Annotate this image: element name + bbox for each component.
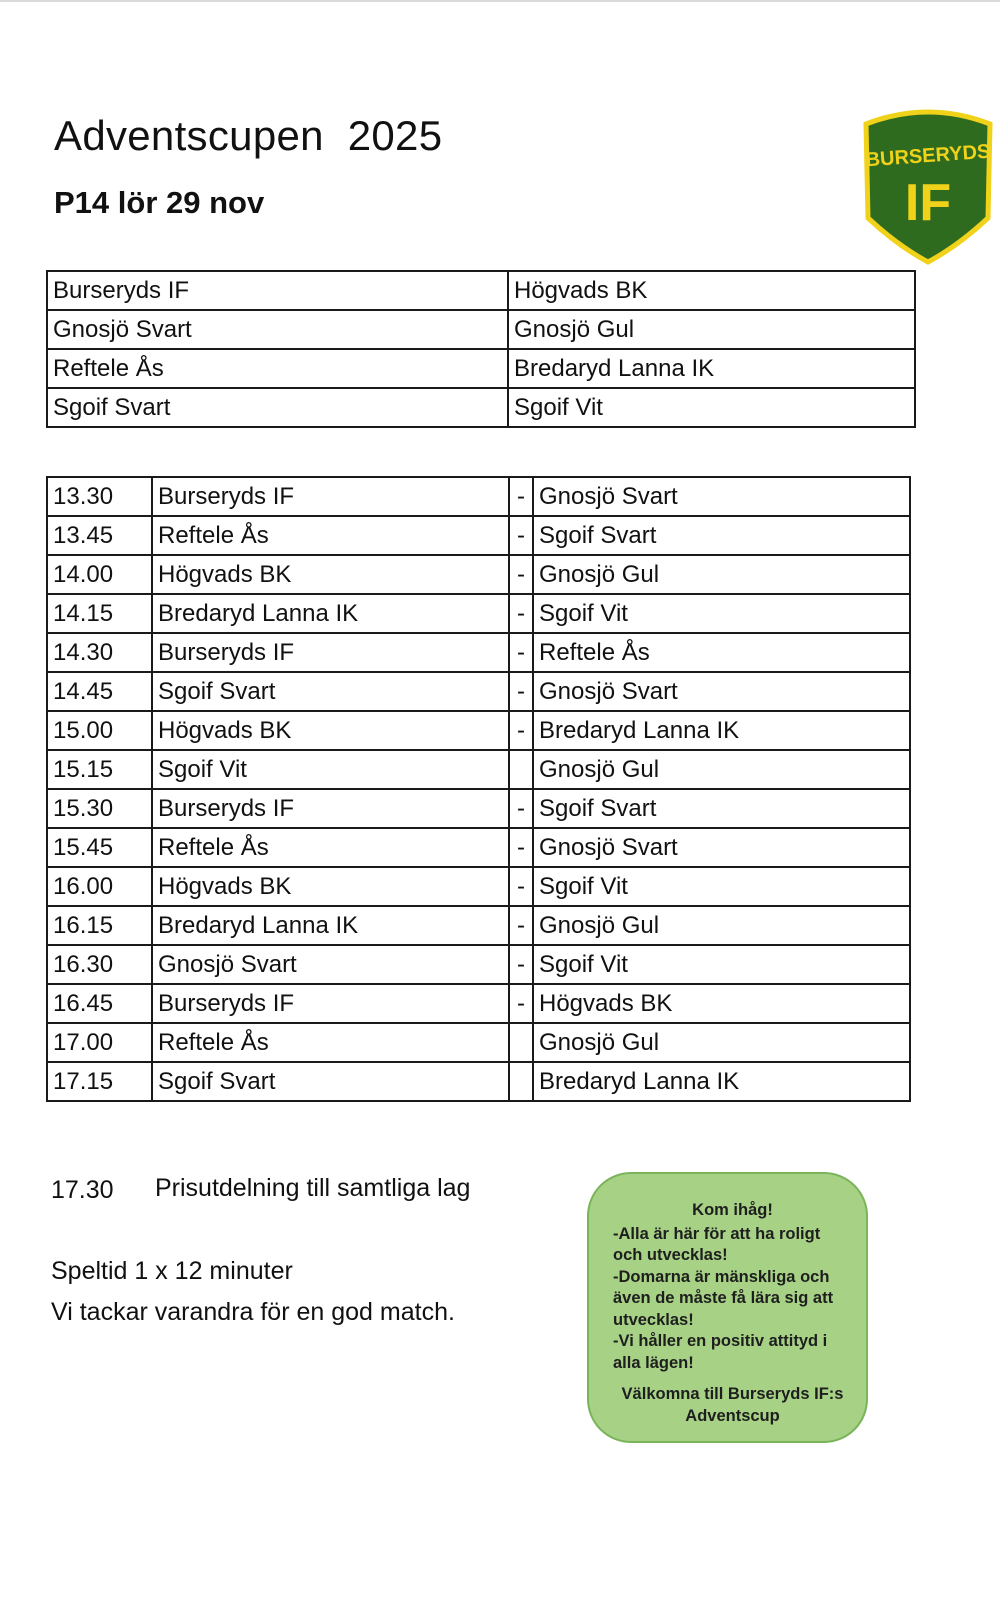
ceremony-time: 17.30	[51, 1176, 114, 1204]
match-separator: -	[509, 516, 533, 555]
match-time: 14.30	[47, 633, 152, 672]
match-row	[47, 633, 910, 672]
home-team: Gnosjö Svart	[152, 945, 509, 984]
match-time: 16.30	[47, 945, 152, 984]
match-time: 17.15	[47, 1062, 152, 1101]
match-time: 13.45	[47, 516, 152, 555]
away-team: Gnosjö Svart	[533, 672, 910, 711]
match-time: 16.15	[47, 906, 152, 945]
away-team: Gnosjö Gul	[533, 555, 910, 594]
match-separator: -	[509, 477, 533, 516]
match-row	[47, 672, 910, 711]
match-row	[47, 516, 910, 555]
home-team: Högvads BK	[152, 555, 509, 594]
match-time: 15.45	[47, 828, 152, 867]
thanks-text: Vi tackar varandra för en god match.	[51, 1298, 455, 1326]
match-separator: -	[509, 789, 533, 828]
match-separator: -	[509, 555, 533, 594]
match-row	[47, 984, 910, 1023]
match-row	[47, 828, 910, 867]
match-time: 15.30	[47, 789, 152, 828]
away-team: Sgoif Vit	[533, 867, 910, 906]
match-row	[47, 555, 910, 594]
home-team: Högvads BK	[152, 711, 509, 750]
match-separator: -	[509, 594, 533, 633]
match-row	[47, 594, 910, 633]
home-team: Sgoif Vit	[152, 750, 509, 789]
match-time: 14.00	[47, 555, 152, 594]
reminder-note	[587, 1172, 868, 1443]
match-separator: -	[509, 945, 533, 984]
match-row	[47, 906, 910, 945]
team-row	[47, 349, 915, 388]
team-row	[47, 388, 915, 427]
match-separator	[509, 750, 533, 789]
away-team: Gnosjö Svart	[533, 828, 910, 867]
match-separator: -	[509, 633, 533, 672]
match-row	[47, 1023, 910, 1062]
match-separator: -	[509, 711, 533, 750]
reminder-title: Kom ihåg!	[692, 1201, 773, 1219]
team-cell: Reftele Ås	[47, 349, 508, 388]
away-team: Reftele Ås	[533, 633, 910, 672]
match-separator	[509, 1062, 533, 1101]
home-team: Burseryds IF	[152, 789, 509, 828]
away-team: Gnosjö Svart	[533, 477, 910, 516]
home-team: Burseryds IF	[152, 633, 509, 672]
page-title: Adventscupen 2025	[54, 112, 443, 159]
home-team: Sgoif Svart	[152, 672, 509, 711]
away-team: Gnosjö Gul	[533, 1023, 910, 1062]
teams-table	[46, 270, 916, 428]
match-time: 16.00	[47, 867, 152, 906]
home-team: Burseryds IF	[152, 477, 509, 516]
team-row	[47, 310, 915, 349]
match-time: 15.00	[47, 711, 152, 750]
away-team: Sgoif Vit	[533, 945, 910, 984]
reminder-line: -Alla är här för att ha roligt och utvecklas!	[613, 1224, 821, 1264]
match-separator: -	[509, 906, 533, 945]
home-team: Reftele Ås	[152, 1023, 509, 1062]
home-team: Bredaryd Lanna IK	[152, 594, 509, 633]
burseryds-if-logo	[862, 106, 994, 266]
top-border-line	[0, 0, 1000, 2]
home-team: Reftele Ås	[152, 828, 509, 867]
match-row	[47, 711, 910, 750]
match-separator: -	[509, 984, 533, 1023]
match-time: 14.45	[47, 672, 152, 711]
home-team: Reftele Ås	[152, 516, 509, 555]
team-cell: Burseryds IF	[47, 271, 508, 310]
team-cell: Högvads BK	[508, 271, 915, 310]
reminder-line: -Domarna är mänskliga och även de måste få lära sig att utvecklas!	[613, 1267, 834, 1329]
reminder-line: -Vi håller en positiv attityd i alla lägen!	[613, 1332, 828, 1372]
match-row	[47, 1062, 910, 1101]
away-team: Gnosjö Gul	[533, 906, 910, 945]
match-row	[47, 477, 910, 516]
logo-text-top: BURSERYDS	[864, 140, 992, 172]
team-cell: Gnosjö Svart	[47, 310, 508, 349]
match-row	[47, 789, 910, 828]
playtime-text: Speltid 1 x 12 minuter	[51, 1257, 293, 1285]
away-team: Bredaryd Lanna IK	[533, 1062, 910, 1101]
ceremony-text: Prisutdelning till samtliga lag	[155, 1174, 471, 1202]
away-team: Gnosjö Gul	[533, 750, 910, 789]
match-row	[47, 945, 910, 984]
match-separator	[509, 1023, 533, 1062]
team-row	[47, 271, 915, 310]
team-cell: Sgoif Vit	[508, 388, 915, 427]
away-team: Sgoif Vit	[533, 594, 910, 633]
match-time: 13.30	[47, 477, 152, 516]
schedule-table	[46, 476, 911, 1102]
match-row	[47, 750, 910, 789]
match-time: 15.15	[47, 750, 152, 789]
team-cell: Sgoif Svart	[47, 388, 508, 427]
match-separator: -	[509, 828, 533, 867]
team-cell: Bredaryd Lanna IK	[508, 349, 915, 388]
away-team: Sgoif Svart	[533, 516, 910, 555]
home-team: Burseryds IF	[152, 984, 509, 1023]
match-time: 14.15	[47, 594, 152, 633]
home-team: Sgoif Svart	[152, 1062, 509, 1101]
team-cell: Gnosjö Gul	[508, 310, 915, 349]
home-team: Bredaryd Lanna IK	[152, 906, 509, 945]
match-row	[47, 867, 910, 906]
reminder-footer: Välkomna till Burseryds IF:s Adventscup	[621, 1385, 844, 1425]
away-team: Bredaryd Lanna IK	[533, 711, 910, 750]
match-separator: -	[509, 672, 533, 711]
away-team: Sgoif Svart	[533, 789, 910, 828]
home-team: Högvads BK	[152, 867, 509, 906]
away-team: Högvads BK	[533, 984, 910, 1023]
match-time: 17.00	[47, 1023, 152, 1062]
logo-text-bottom: IF	[904, 174, 952, 232]
match-time: 16.45	[47, 984, 152, 1023]
match-separator: -	[509, 867, 533, 906]
page-subtitle: P14 lör 29 nov	[54, 185, 265, 220]
